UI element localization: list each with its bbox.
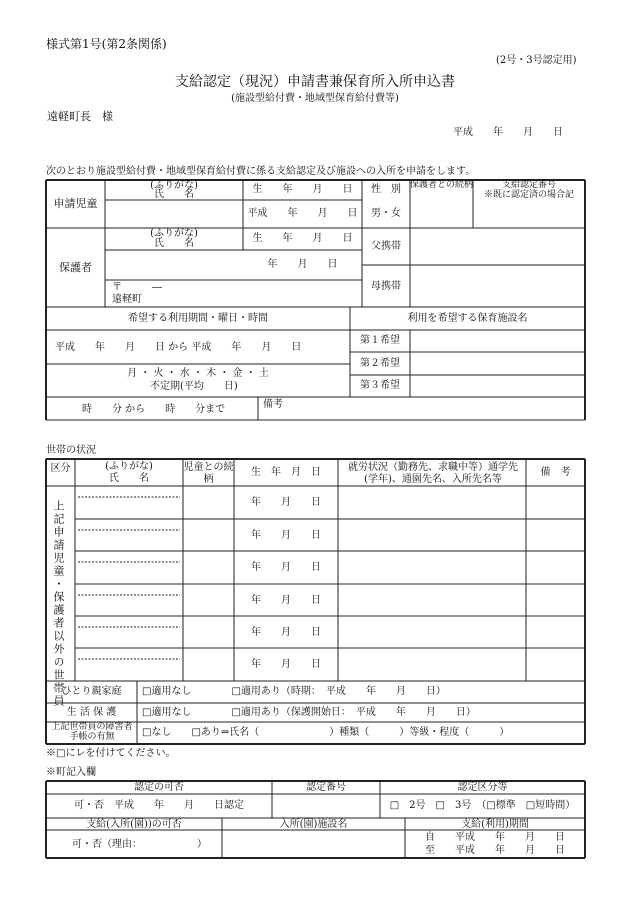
disability-label: 上記世帯員の障害者手帳の有無 <box>51 722 133 742</box>
page-subtitle: (施設型給付費・地域型保育給付費等) <box>231 93 399 104</box>
guardian-birth-header: 生 年 月 日 <box>252 233 353 244</box>
usage-period-range[interactable]: 平成 年 月 日 から 平成 年 月 日 <box>55 342 302 353</box>
household-row-4-birth[interactable]: 年 月 日 <box>251 595 321 606</box>
checkbox-note: ※□にレを付けてください。 <box>46 748 176 759</box>
mother-mobile-label: 母携帯 <box>371 281 401 292</box>
office-cert-kubun-value: □ 2号 □ 3号 （□標準 □短時間） <box>389 800 576 811</box>
office-period-header: 支給(利用)期間 <box>461 819 529 830</box>
cert-number-note: ※既に認定済の場合記 <box>483 190 574 200</box>
household-col-kubun: 区分 <box>50 463 71 474</box>
household-col-relation: 児童との続柄 <box>183 462 234 485</box>
office-cert-value: 可・否 平成 年 月 日認定 <box>74 800 244 811</box>
office-cert-number-header: 認定番号 <box>306 782 346 793</box>
usage-time[interactable]: 時 分 から 時 分まで <box>82 404 226 415</box>
office-cert-header: 認定の可否 <box>134 782 184 793</box>
single-parent-label: ひとり親家庭 <box>61 686 122 697</box>
office-facility-header: 入所(園)施設名 <box>279 819 348 830</box>
child-name-label: 氏 名 <box>154 189 194 200</box>
household-row-1-birth[interactable]: 年 月 日 <box>251 497 321 508</box>
facility-choice-1: 第１希望 <box>360 335 400 346</box>
household-side-label: 上記申請児童・保護者以外の世帯員 <box>52 500 65 708</box>
household-row-2-birth[interactable]: 年 月 日 <box>251 530 321 541</box>
office-section-title: ※町記入欄 <box>46 767 96 778</box>
household-section-title: 世帯の状況 <box>46 445 96 456</box>
guardian-name-label: 氏 名 <box>154 238 194 249</box>
application-date[interactable]: 平成 年 月 日 <box>453 127 563 138</box>
father-mobile-label: 父携帯 <box>371 241 401 252</box>
page-title: 支給認定（現況）申請書兼保育所入所申込書 <box>175 74 455 90</box>
office-payment-value: 可・否（理由： ） <box>72 839 207 850</box>
facility-choice-3: 第３希望 <box>360 380 400 391</box>
disability-options[interactable]: □なし □あり⇒氏名（ ）種類（ ）等級・程度（ ） <box>142 727 510 738</box>
form-number: 様式第1号(第2条関係) <box>46 37 167 51</box>
office-cert-kubun-header: 認定区分等 <box>457 782 508 793</box>
facility-header: 利用を希望する保育施設名 <box>407 313 528 324</box>
single-parent-options[interactable]: □適用なし □適用あり（時期： 平成 年 月 日） <box>142 686 446 697</box>
usage-period-header: 希望する利用期間・曜日・時間 <box>128 313 268 324</box>
intro-text: 次のとおり施設型給付費・地域型保育給付費に係る支給認定及び施設への入所を申請をします。 <box>46 166 476 177</box>
household-col-name: 氏 名 <box>109 473 149 484</box>
guardian-label: 保護者 <box>59 261 92 274</box>
household-col-work: 就労状況（勤務先、求職中等）通学先(学年)、通園先名、入所先名等 <box>348 462 518 485</box>
office-payment-header: 支給(入所(園))の可否 <box>86 819 182 830</box>
guardian-furigana-label: (ふりがな) <box>150 228 198 239</box>
household-row-6-birth[interactable]: 年 月 日 <box>251 659 321 670</box>
office-period-to: 至 平成 年 月 日 <box>425 845 565 856</box>
relation-header: 保護者との続柄 <box>410 180 474 190</box>
child-furigana-label: (ふりがな) <box>150 180 198 191</box>
usage-remarks-label: 備考 <box>263 399 283 410</box>
household-col-remarks: 備 考 <box>540 467 571 478</box>
child-birth-value[interactable]: 平成 年 月 日 <box>247 208 358 219</box>
household-row-5-birth[interactable]: 年 月 日 <box>251 627 321 638</box>
usage-weekdays[interactable]: 月 ・ 火 ・ 水 ・ 木 ・ 金 ・ 土 <box>127 368 269 379</box>
welfare-options[interactable]: □適用なし □適用あり（保護開始日： 平成 年 月 日） <box>142 707 476 718</box>
household-row-3-birth[interactable]: 年 月 日 <box>251 562 321 573</box>
gender-header: 性 別 <box>371 184 401 195</box>
gender-value[interactable]: 男・女 <box>371 208 401 219</box>
facility-choice-2: 第２希望 <box>360 358 400 369</box>
household-col-birth: 生 年 月 日 <box>251 467 321 478</box>
usage-note: (2号・3号認定用) <box>496 55 577 66</box>
postal-code[interactable]: 〒 ― <box>112 282 162 293</box>
cert-number-header: 支給認定番号 <box>501 180 556 190</box>
welfare-label: 生 活 保 護 <box>66 707 117 718</box>
child-label: 申請児童 <box>53 197 98 210</box>
address-town: 遠軽町 <box>112 294 142 305</box>
office-period-from: 自 平成 年 月 日 <box>425 832 565 843</box>
child-birth-header: 生 年 月 日 <box>252 184 353 195</box>
guardian-birth-value[interactable]: 年 月 日 <box>267 259 338 270</box>
addressee: 遠軽町長 様 <box>47 110 113 123</box>
household-col-furigana: (ふりがな) <box>105 461 153 472</box>
usage-irregular[interactable]: 不定期(平均 日) <box>150 381 238 392</box>
